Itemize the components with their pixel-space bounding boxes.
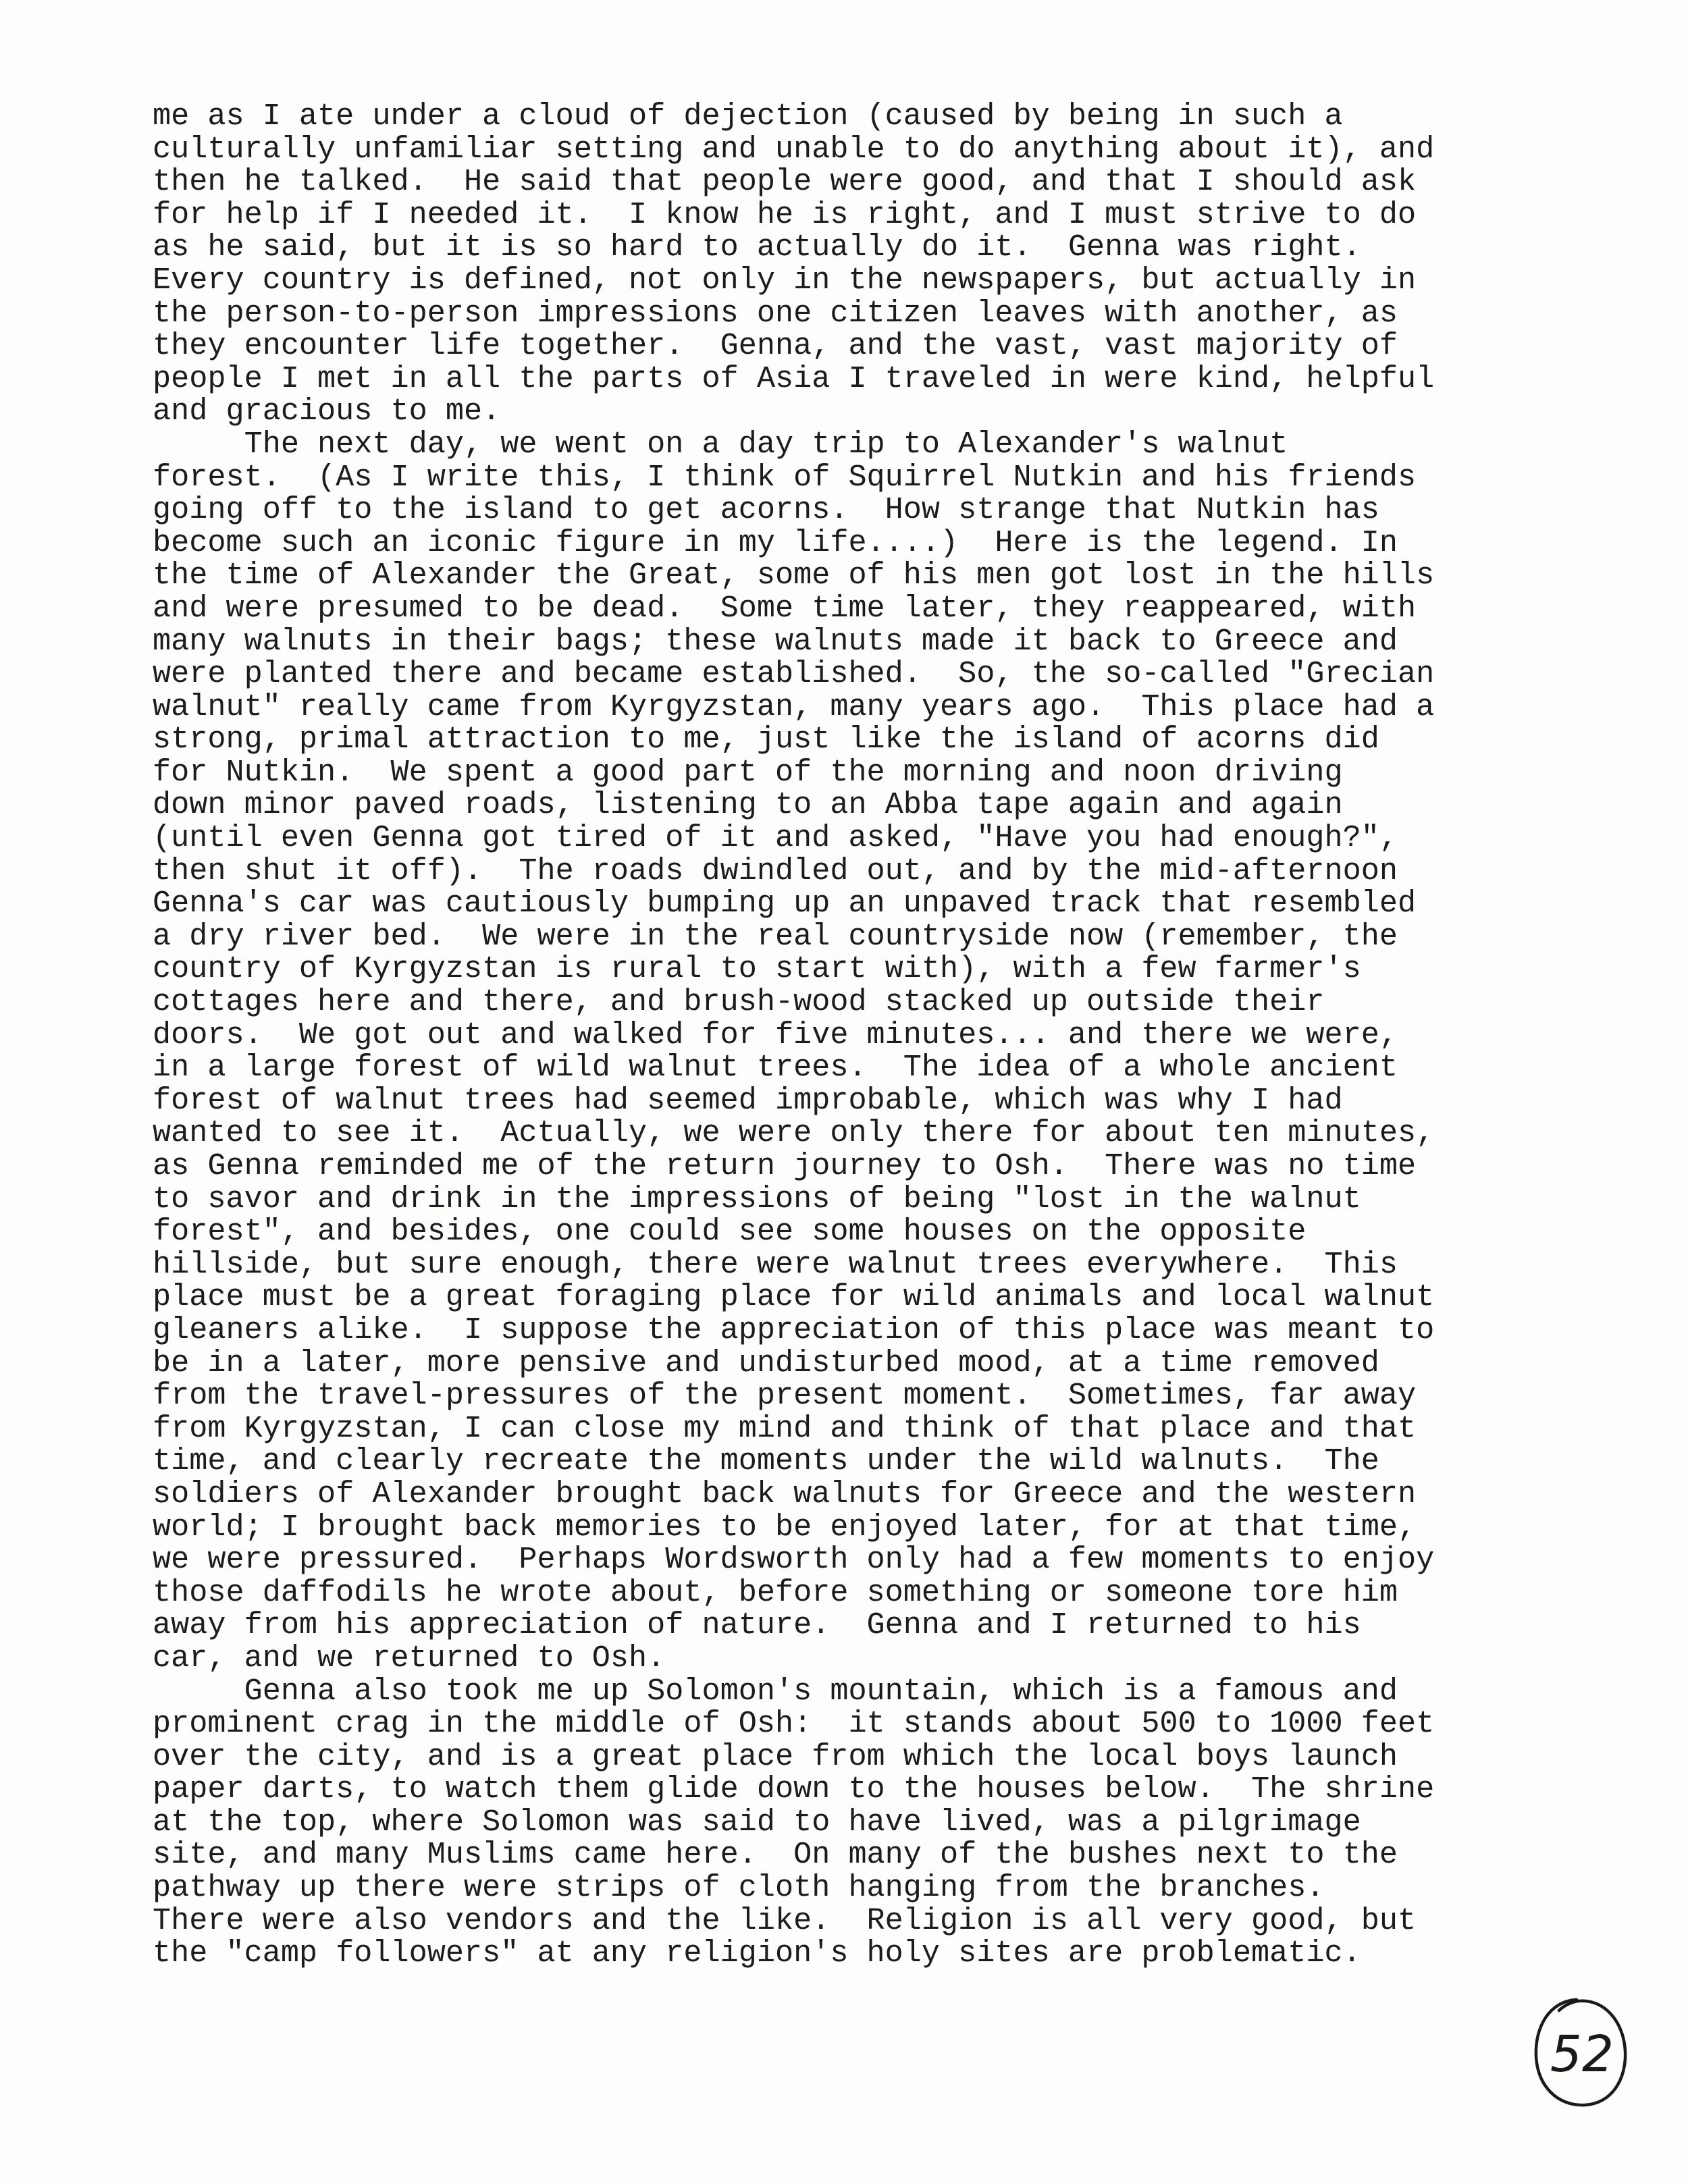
text-line: wanted to see it. Actually, we were only there for about ten minutes, <box>153 1115 1435 1151</box>
text-line: the "camp followers" at any religion's holy sites are problematic. <box>153 1936 1361 1971</box>
text-line: over the city, and is a great place from which the local boys launch <box>153 1738 1398 1774</box>
text-line: Genna's car was cautiously bumping up an unpaved track that resembled <box>153 886 1417 922</box>
text-line: The next day, we went on a day trip to Alexander's walnut <box>153 426 1288 462</box>
handwritten-page-number <box>1529 1992 1631 2113</box>
text-line: then he talked. He said that people were good, and that I should ask <box>153 164 1417 200</box>
text-line: me as I ate under a cloud of dejection (caused by being in such a <box>153 99 1343 134</box>
text-line: people I met in all the parts of Asia I traveled in were kind, helpful <box>153 361 1435 396</box>
text-line: were planted there and became established. So, the so-called "Grecian <box>153 656 1435 692</box>
text-line: site, and many Muslims came here. On many of the bushes next to the <box>153 1837 1398 1873</box>
text-line: we were pressured. Perhaps Wordsworth only had a few moments to enjoy <box>153 1542 1435 1578</box>
text-line: they encounter life together. Genna, and the vast, vast majority of <box>153 328 1398 364</box>
text-line: to savor and drink in the impressions of being "lost in the walnut <box>153 1181 1361 1217</box>
text-line: as he said, but it is so hard to actually do it. Genna was right. <box>153 230 1361 265</box>
text-line: from the travel-pressures of the present moment. Sometimes, far away <box>153 1378 1417 1414</box>
text-line: culturally unfamiliar setting and unable to do anything about it), and <box>153 131 1435 167</box>
text-line: for Nutkin. We spent a good part of the morning and noon driving <box>153 754 1343 790</box>
text-line: forest. (As I write this, I think of Squirrel Nutkin and his friends <box>153 459 1417 495</box>
text-line: those daffodils he wrote about, before something or someone tore him <box>153 1574 1398 1610</box>
circled-number-icon <box>1529 1992 1631 2113</box>
text-line: away from his appreciation of nature. Genna and I returned to his <box>153 1607 1361 1643</box>
text-line: country of Kyrgyzstan is rural to start with), with a few farmer's <box>153 951 1361 987</box>
text-line: walnut" really came from Kyrgyzstan, many years ago. This place had a <box>153 689 1435 724</box>
text-line: many walnuts in their bags; these walnuts made it back to Greece and <box>153 623 1398 659</box>
text-line: There were also vendors and the like. Religion is all very good, but <box>153 1902 1417 1938</box>
text-line: down minor paved roads, listening to an Abba tape again and again <box>153 787 1343 823</box>
text-line: doors. We got out and walked for five minutes... and there we were, <box>153 1017 1398 1053</box>
text-line: become such an iconic figure in my life....) Here is the legend. In <box>153 525 1398 560</box>
text-line: the person-to-person impressions one citizen leaves with another, as <box>153 295 1398 331</box>
text-line: then shut it off). The roads dwindled out, and by the mid-afternoon <box>153 853 1398 888</box>
text-line: a dry river bed. We were in the real countryside now (remember, the <box>153 918 1398 954</box>
text-line: and gracious to me. <box>153 394 501 429</box>
page-number-text: 52 <box>1550 2025 1614 2083</box>
text-line: from Kyrgyzstan, I can close my mind and think of that place and that <box>153 1410 1417 1446</box>
text-line: prominent crag in the middle of Osh: it stands about 500 to 1000 feet <box>153 1706 1435 1742</box>
text-line: and were presumed to be dead. Some time later, they reappeared, with <box>153 590 1417 626</box>
text-line: cottages here and there, and brush-wood stacked up outside their <box>153 984 1325 1020</box>
text-line: as Genna reminded me of the return journey to Osh. There was no time <box>153 1148 1417 1183</box>
text-line: be in a later, more pensive and undisturbed mood, at a time removed <box>153 1345 1379 1381</box>
text-line: soldiers of Alexander brought back walnuts for Greece and the western <box>153 1476 1417 1512</box>
text-line: the time of Alexander the Great, some of his men got lost in the hills <box>153 558 1435 593</box>
text-line: time, and clearly recreate the moments under the wild walnuts. The <box>153 1443 1379 1479</box>
text-line: world; I brought back memories to be enjoyed later, for at that time, <box>153 1509 1417 1545</box>
text-line: Every country is defined, not only in the newspapers, but actually in <box>153 262 1417 298</box>
text-line: place must be a great foraging place for wild animals and local walnut <box>153 1279 1435 1315</box>
text-line: forest of walnut trees had seemed improbable, which was why I had <box>153 1082 1343 1118</box>
text-line: (until even Genna got tired of it and asked, "Have you had enough?", <box>153 820 1398 856</box>
text-line: pathway up there were strips of cloth hanging from the branches. <box>153 1870 1325 1906</box>
text-line: gleaners alike. I suppose the appreciation of this place was meant to <box>153 1312 1435 1348</box>
text-line: at the top, where Solomon was said to have lived, was a pilgrimage <box>153 1804 1361 1840</box>
text-line: strong, primal attraction to me, just like the island of acorns did <box>153 722 1379 757</box>
text-line: for help if I needed it. I know he is right, and I must strive to do <box>153 196 1417 232</box>
body-text <box>153 100 1611 1970</box>
text-line: hillside, but sure enough, there were walnut trees everywhere. This <box>153 1246 1398 1282</box>
text-line: in a large forest of wild walnut trees. The idea of a whole ancient <box>153 1050 1398 1086</box>
text-line: going off to the island to get acorns. How strange that Nutkin has <box>153 492 1379 528</box>
text-line: forest", and besides, one could see some houses on the opposite <box>153 1214 1307 1250</box>
text-line: car, and we returned to Osh. <box>153 1640 666 1676</box>
text-line: paper darts, to watch them glide down to the houses below. The shrine <box>153 1772 1435 1807</box>
text-line: Genna also took me up Solomon's mountain, which is a famous and <box>153 1673 1398 1709</box>
